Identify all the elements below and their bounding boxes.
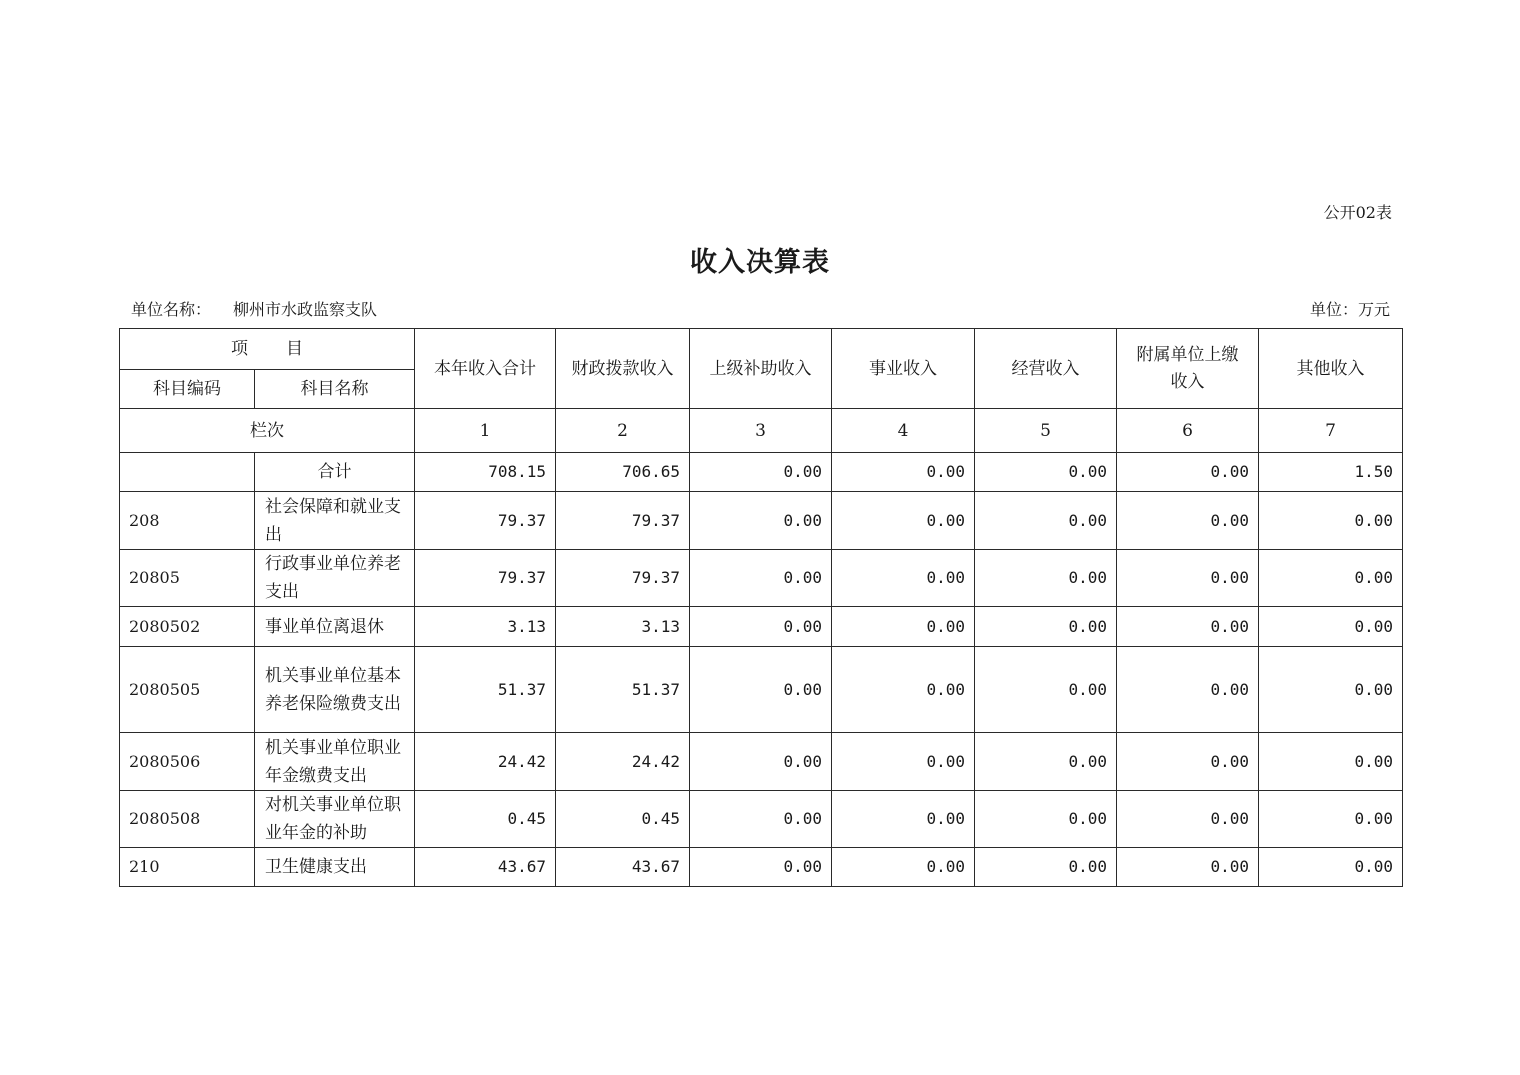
column-index-row [120,409,1403,453]
total-value: 708.15 [415,453,556,492]
amount-cell: 0.00 [832,607,975,647]
amount-cell: 0.00 [1259,848,1403,887]
column-index: 1 [415,409,556,453]
header-superior: 上级补助收入 [690,329,832,409]
amount-cell: 0.00 [690,733,832,791]
subject-name: 社会保障和就业支出 [255,492,415,550]
amount-cell: 0.00 [690,791,832,848]
total-value: 1.50 [1259,453,1403,492]
table-row [120,848,1403,887]
amount-cell: 0.00 [975,492,1117,550]
header-project-b: 目 [286,339,303,359]
amount-cell: 0.00 [975,848,1117,887]
subject-code: 210 [120,848,255,887]
amount-cell: 0.00 [1259,647,1403,733]
amount-cell: 3.13 [556,607,690,647]
total-code-cell [120,453,255,492]
amount-cell: 0.00 [975,647,1117,733]
column-index-label: 栏次 [120,409,415,453]
header-code: 科目编码 [120,370,255,409]
amount-cell: 0.00 [1117,733,1259,791]
subject-name: 机关事业单位职业年金缴费支出 [255,733,415,791]
table-row [120,550,1403,607]
subject-name: 卫生健康支出 [255,848,415,887]
total-value: 0.00 [975,453,1117,492]
currency-unit: 单位：万元 [1309,300,1390,319]
subject-code: 20805 [120,550,255,607]
subject-code: 2080505 [120,647,255,733]
subject-name: 机关事业单位基本养老保险缴费支出 [255,647,415,733]
unit-name-line [131,297,377,320]
header-business: 事业收入 [832,329,975,409]
amount-cell: 0.00 [1117,550,1259,607]
subject-code: 2080508 [120,791,255,848]
amount-cell: 79.37 [556,550,690,607]
amount-cell: 0.00 [832,848,975,887]
table-row [120,607,1403,647]
amount-cell: 0.00 [690,647,832,733]
total-label: 合计 [255,453,415,492]
amount-cell: 0.00 [975,733,1117,791]
page-title: 收入决算表 [690,247,830,278]
total-value: 0.00 [832,453,975,492]
amount-cell: 0.00 [690,848,832,887]
subject-code: 2080502 [120,607,255,647]
amount-cell: 0.00 [1259,550,1403,607]
total-row [120,453,1403,492]
amount-cell: 0.00 [832,492,975,550]
header-project [120,329,415,370]
column-index: 2 [556,409,690,453]
table-row [120,733,1403,791]
form-number: 公开02表 [1323,203,1392,222]
total-value: 706.65 [556,453,690,492]
amount-cell: 0.45 [415,791,556,848]
column-index: 7 [1259,409,1403,453]
unit-name-label: 单位名称： [131,300,212,319]
amount-cell: 0.00 [832,733,975,791]
header-fiscal: 财政拨款收入 [556,329,690,409]
header-other: 其他收入 [1259,329,1403,409]
total-value: 0.00 [1117,453,1259,492]
header-operating: 经营收入 [975,329,1117,409]
amount-cell: 24.42 [415,733,556,791]
header-affiliated [1117,329,1259,409]
amount-cell: 79.37 [415,492,556,550]
amount-cell: 0.00 [690,492,832,550]
column-index: 3 [690,409,832,453]
amount-cell: 51.37 [556,647,690,733]
amount-cell: 0.45 [556,791,690,848]
amount-cell: 0.00 [690,607,832,647]
header-total: 本年收入合计 [415,329,556,409]
amount-cell: 24.42 [556,733,690,791]
total-value: 0.00 [690,453,832,492]
amount-cell: 0.00 [975,550,1117,607]
header-project-a: 项 [231,339,248,359]
subject-name: 对机关事业单位职业年金的补助 [255,791,415,848]
amount-cell: 51.37 [415,647,556,733]
amount-cell: 0.00 [832,647,975,733]
table-row [120,647,1403,733]
column-index: 5 [975,409,1117,453]
amount-cell: 0.00 [1259,733,1403,791]
amount-cell: 0.00 [832,791,975,848]
amount-cell: 0.00 [690,550,832,607]
amount-cell: 0.00 [1259,791,1403,848]
column-index: 4 [832,409,975,453]
amount-cell: 0.00 [1117,492,1259,550]
amount-cell: 79.37 [556,492,690,550]
subject-name: 事业单位离退休 [255,607,415,647]
amount-cell: 0.00 [1117,791,1259,848]
amount-cell: 0.00 [1117,647,1259,733]
header-name: 科目名称 [255,370,415,409]
amount-cell: 43.67 [556,848,690,887]
income-final-accounts-table [119,328,1403,887]
table-row [120,791,1403,848]
unit-name-value: 柳州市水政监察支队 [233,300,378,319]
subject-name: 行政事业单位养老支出 [255,550,415,607]
amount-cell: 3.13 [415,607,556,647]
header-affiliated-line2: 收入 [1170,371,1205,392]
amount-cell: 0.00 [1259,607,1403,647]
amount-cell: 0.00 [832,550,975,607]
amount-cell: 0.00 [1117,848,1259,887]
amount-cell: 0.00 [1259,492,1403,550]
header-affiliated-line1: 附属单位上缴 [1136,344,1239,365]
amount-cell: 0.00 [1117,607,1259,647]
amount-cell: 0.00 [975,791,1117,848]
amount-cell: 43.67 [415,848,556,887]
table-row [120,492,1403,550]
column-index: 6 [1117,409,1259,453]
subject-code: 2080506 [120,733,255,791]
amount-cell: 79.37 [415,550,556,607]
amount-cell: 0.00 [975,607,1117,647]
header-row-1 [120,329,1403,370]
subject-code: 208 [120,492,255,550]
